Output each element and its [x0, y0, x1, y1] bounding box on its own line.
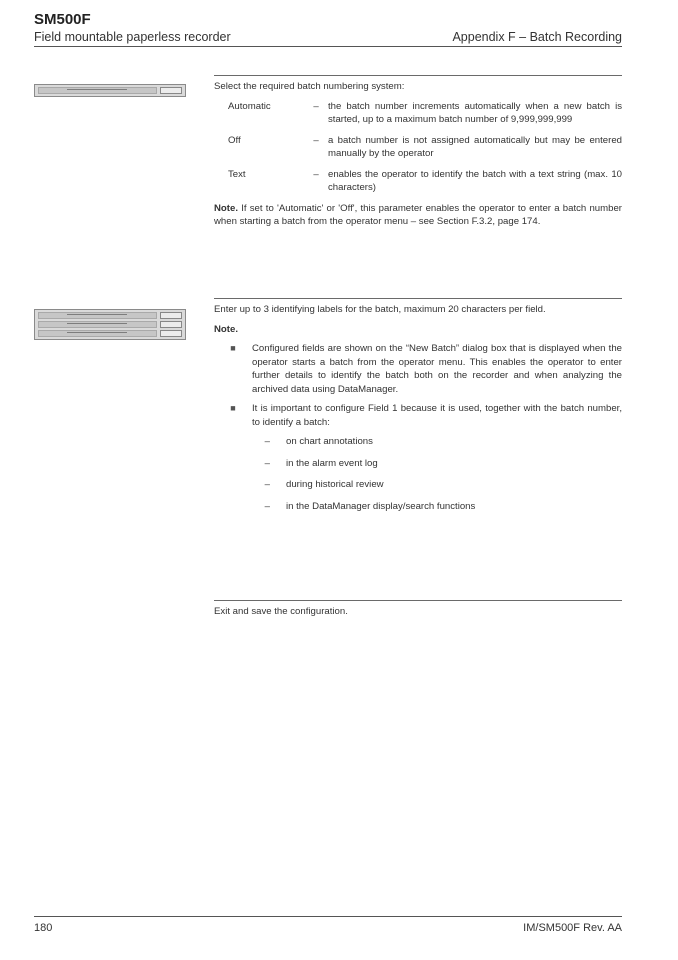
definition-row	[214, 100, 622, 127]
dash-text: during historical review	[286, 479, 384, 490]
screenshot-button	[160, 312, 182, 319]
dash-text: in the alarm event log	[286, 457, 378, 469]
bullet-square-icon: ■	[230, 403, 236, 413]
dash-item	[214, 500, 622, 514]
section-title: Appendix F – Batch Recording	[452, 30, 622, 44]
screenshot-field	[38, 330, 157, 337]
screenshot-batch-number	[34, 84, 186, 97]
screenshot-field	[38, 87, 157, 94]
batch-fields-section	[214, 298, 622, 521]
footer-rule	[34, 916, 622, 917]
dash-mark: –	[264, 500, 270, 512]
definition-dash: –	[313, 168, 319, 180]
page-header	[34, 12, 622, 45]
document-subtitle: Field mountable paperless recorder	[34, 30, 231, 44]
definition-dash: –	[313, 100, 319, 112]
screenshot-row	[38, 330, 182, 337]
definition-desc: a batch number is not assigned automatically but may be entered manually by the operator	[328, 134, 622, 159]
dash-mark: –	[264, 436, 270, 447]
section-rule	[214, 75, 622, 76]
section-intro: Enter up to 3 identifying labels for the batch, maximum 20 characters per field.	[214, 304, 546, 315]
definition-term: Automatic	[228, 100, 271, 112]
definition-dash: –	[313, 134, 319, 146]
definition-row	[214, 134, 622, 161]
definition-list	[214, 100, 622, 195]
definition-desc: enables the operator to identify the batch with a text string (max. 10 characters)	[328, 168, 622, 193]
definition-term: Off	[228, 134, 241, 146]
screenshot-row	[38, 321, 182, 328]
section-rule	[214, 298, 622, 299]
screenshot-row	[38, 87, 182, 94]
batch-number-section	[214, 75, 622, 235]
dash-item	[214, 435, 622, 449]
exit-text: Exit and save the configuration.	[214, 606, 348, 617]
header-rule	[34, 46, 622, 47]
section-rule	[214, 600, 622, 601]
dash-mark: –	[264, 479, 270, 490]
section-intro: Select the required batch numbering system:	[214, 81, 405, 92]
screenshot-field	[38, 321, 157, 328]
screenshot-button	[160, 321, 182, 328]
dash-text: in the DataManager display/search functions	[286, 500, 476, 512]
bullet-square-icon: ■	[230, 343, 236, 353]
page-footer	[34, 922, 622, 934]
bullet-item	[214, 342, 622, 396]
dash-mark: –	[264, 457, 270, 469]
screenshot-batch-fields	[34, 309, 186, 340]
definition-row	[214, 168, 622, 195]
note-label: Note.	[214, 323, 238, 335]
dash-item	[214, 478, 622, 492]
definition-term: Text	[228, 168, 246, 180]
definition-desc: the batch number increments automatically when a new batch is started, up to a maximum batch number of 9,999,999,999	[328, 100, 622, 125]
bullet-text: Configured fields are shown on the “New Batch” dialog box that is displayed when the operator starts a batch from the operator menu. This enables the operator to enter further details to identify the batch both on the recorder and when analyzing the archived data using DataManager.	[252, 343, 622, 395]
document-number: IM/SM500F Rev. AA	[523, 922, 622, 934]
page-number: 180	[34, 922, 53, 934]
header-subrow	[34, 29, 622, 45]
screenshot-button	[160, 87, 182, 94]
note-text: If set to 'Automatic' or 'Off', this parameter enables the operator to enter a batch number when starting a batch from the operator menu – see Section F.3.2, page 174.	[214, 202, 622, 227]
bullet-item	[214, 402, 622, 429]
bullet-text: It is important to configure Field 1 because it is used, together with the batch number, to identify a batch:	[252, 403, 622, 428]
brand-title: SM500F	[34, 11, 91, 28]
dash-list	[214, 435, 622, 513]
note-paragraph	[214, 202, 622, 229]
screenshot-row	[38, 312, 182, 319]
note-label: Note.	[214, 202, 238, 214]
exit-section	[214, 600, 622, 625]
dash-text: on chart annotations	[286, 436, 373, 447]
screenshot-button	[160, 330, 182, 337]
dash-item	[214, 457, 622, 471]
screenshot-field	[38, 312, 157, 319]
